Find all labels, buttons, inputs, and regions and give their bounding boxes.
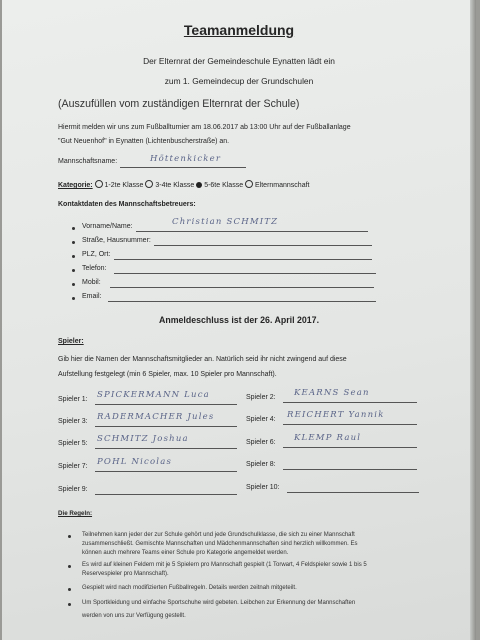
invite-line-1: Der Elternrat der Gemeindeschule Eynatten lädt ein: [143, 56, 335, 66]
player-line-4: [283, 424, 417, 425]
team-name-value[interactable]: Höttenkicker: [150, 154, 222, 164]
rule-2-line-1: Es wird auf kleinen Feldern mit je 5 Spielern pro Mannschaft gespielt (1 Torwart, 4 Feldspieler sowie 1 bis 5: [82, 562, 367, 568]
player-value-4[interactable]: REICHERT Yannik: [287, 410, 385, 420]
category-option-3: 5-6te Klasse: [204, 182, 244, 189]
rules-heading: Die Regeln:: [58, 510, 93, 517]
player-line-9[interactable]: [95, 494, 237, 495]
player-label-3: Spieler 3:: [58, 418, 88, 425]
bullet: [72, 241, 75, 244]
contact-label-name: Vorname/Name:: [82, 223, 133, 230]
team-name-label: Mannschaftsname:: [58, 158, 118, 165]
category-option-2: 3-4te Klasse: [155, 182, 195, 189]
player-line-3: [95, 426, 237, 427]
bullet: [68, 603, 71, 606]
rule-1-line-2: zusammenschließt. Gemischte Mannschaften und Mädchenmannschaften sind herzlich willkommen. Es: [82, 541, 358, 547]
player-label-10: Spieler 10:: [246, 484, 280, 491]
team-name-line: [120, 167, 246, 168]
player-label-6: Spieler 6:: [246, 439, 276, 446]
contact-label-street: Straße, Hausnummer:: [82, 237, 151, 244]
players-intro-1: Gib hier die Namen der Mannschaftsmitglieder an. Natürlich seid ihr nicht zwingend auf diese: [58, 356, 347, 363]
contact-label-email: Email:: [82, 293, 102, 300]
player-line-6: [283, 447, 417, 448]
category-option-1: 1-2te Klasse: [104, 182, 144, 189]
form-title: Teamanmeldung: [183, 22, 295, 38]
radio-category-1[interactable]: [95, 180, 103, 188]
contact-label-zip: PLZ, Ort:: [82, 251, 111, 258]
bullet: [72, 297, 75, 300]
contact-label-mobile: Mobil:: [82, 279, 101, 286]
contact-line-name: [136, 231, 368, 232]
contact-line-street[interactable]: [154, 245, 372, 246]
instruction-text: (Auszufüllen vom zuständigen Elternrat der Schule): [58, 98, 300, 110]
bullet: [72, 255, 75, 258]
registration-form-paper: [2, 0, 476, 640]
player-value-7[interactable]: POHL Nicolas: [97, 457, 173, 467]
contact-label-phone: Telefon:: [82, 265, 107, 272]
category-label: Kategorie:: [58, 182, 93, 189]
player-label-5: Spieler 5:: [58, 440, 88, 447]
invite-line-2: zum 1. Gemeindecup der Grundschulen: [164, 76, 314, 86]
radio-category-2[interactable]: [145, 180, 153, 188]
player-line-10[interactable]: [287, 492, 419, 493]
contact-line-mobile[interactable]: [110, 287, 374, 288]
player-value-3[interactable]: RADERMACHER Jules: [97, 412, 215, 422]
radio-category-4[interactable]: [245, 180, 253, 188]
player-line-7: [95, 471, 237, 472]
deadline-text: Anmeldeschluss ist der 26. April 2017.: [158, 315, 320, 325]
rule-2-line-2: Reservespieler pro Mannschaft).: [82, 571, 169, 577]
contact-value-name[interactable]: Christian SCHMITZ: [172, 217, 279, 227]
category-option-4: Elternmannschaft: [255, 182, 310, 189]
players-heading: Spieler:: [58, 338, 84, 345]
rule-1-line-3: können auch mehrere Teams einer Schule pro Kategorie angemeldet werden.: [82, 550, 289, 556]
player-line-8[interactable]: [283, 469, 417, 470]
player-label-1: Spieler 1:: [58, 396, 88, 403]
contact-line-email[interactable]: [108, 301, 376, 302]
intro-line-1: Hiermit melden wir uns zum Fußballturnier am 18.06.2017 ab 13:00 Uhr auf der Fußballanlage: [58, 124, 351, 131]
player-label-4: Spieler 4:: [246, 416, 276, 423]
player-line-5: [95, 448, 237, 449]
category-row: [58, 180, 310, 189]
player-line-1: [95, 404, 237, 405]
player-value-5[interactable]: SCHMITZ Joshua: [97, 434, 189, 444]
rule-4-line-1: Um Sportkleidung und einfache Sportschuhe wird gebeten. Leibchen zur Erkennung der Mannschaften: [82, 600, 356, 606]
bullet: [68, 588, 71, 591]
contact-line-phone[interactable]: [114, 273, 376, 274]
contact-heading: Kontaktdaten des Mannschaftsbetreuers:: [58, 201, 196, 208]
player-value-2[interactable]: KEARNS Sean: [294, 388, 370, 398]
player-label-2: Spieler 2:: [246, 394, 276, 401]
player-value-6[interactable]: KLEMP Raul: [294, 433, 362, 443]
bullet: [72, 227, 75, 230]
intro-line-2: "Gut Neuenhof" in Eynatten (Lichtenbuscherstraße) an.: [58, 138, 230, 145]
player-value-1[interactable]: SPICKERMANN Luca: [97, 390, 210, 400]
bullet: [72, 283, 75, 286]
rule-3-line-1: Gespielt wird nach modifizierten Fußballregeln. Details werden zeitnah mitgeteilt.: [82, 585, 297, 591]
rule-1-line-1: Teilnehmen kann jeder der zur Schule gehört und jede Grundschulklasse, die sich zu einer Mannschaft: [82, 532, 355, 538]
player-label-9: Spieler 9:: [58, 486, 88, 493]
player-line-2: [283, 402, 417, 403]
players-intro-2: Aufstellung festgelegt (min 6 Spieler, max. 10 Spieler pro Mannschaft).: [58, 371, 277, 378]
player-label-7: Spieler 7:: [58, 463, 88, 470]
player-label-8: Spieler 8:: [246, 461, 276, 468]
bullet: [72, 269, 75, 272]
bullet: [68, 535, 71, 538]
radio-category-3-selected[interactable]: [196, 182, 202, 188]
paper-edge-shadow: [470, 0, 476, 640]
rule-4-line-2: werden von uns zur Verfügung gestellt.: [82, 613, 186, 619]
bullet: [68, 565, 71, 568]
contact-line-zip[interactable]: [114, 259, 372, 260]
